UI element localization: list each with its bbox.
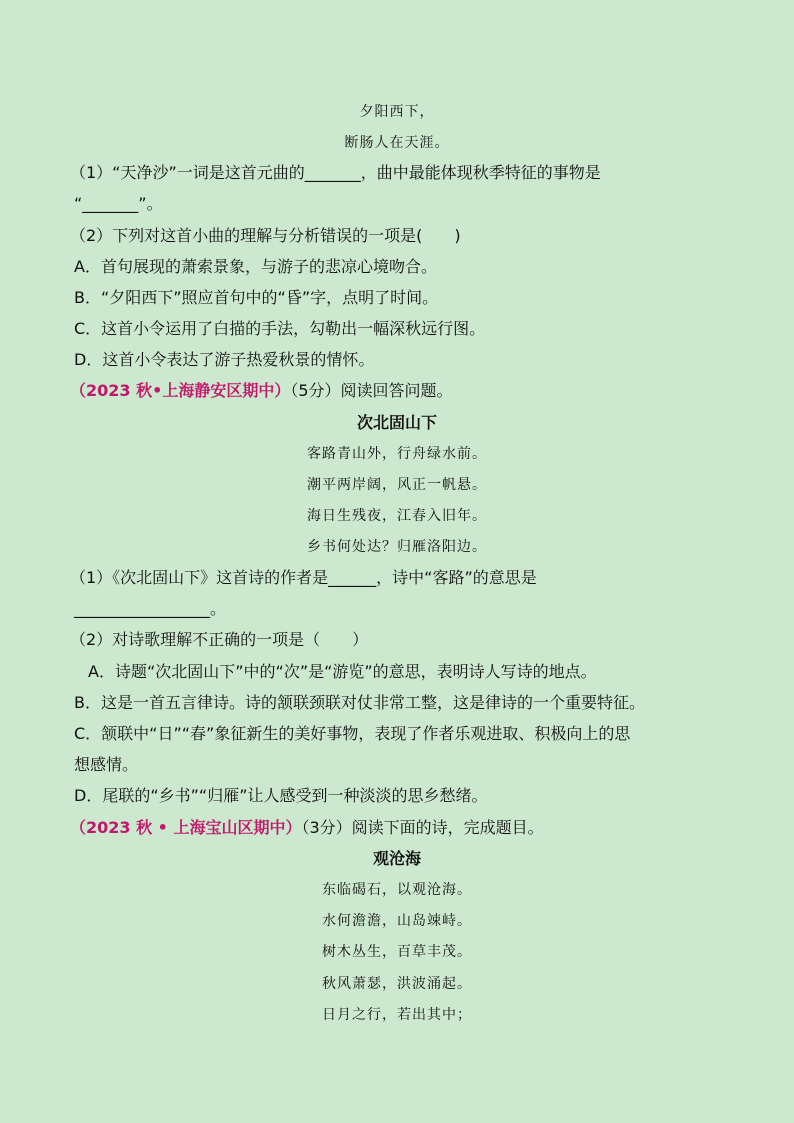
poem-line: 乡书何处达？归雁洛阳边。 [307,539,487,555]
instruction: （5分）阅读回答问题。 [290,381,453,400]
instruction: （3分）阅读下面的诗，完成题目。 [301,818,544,837]
question-stem: （2）对诗歌理解不正确的一项是（ ） [70,630,369,649]
option-d: D．尾联的“乡书”“归雁”让人感受到一种淡淡的思乡愁绪。 [74,786,488,805]
question-text: （1）《次北固山下》这首诗的作者是______，诗中“客路”的意思是 [70,568,537,587]
question-stem: （2）下列对这首小曲的理解与分析错误的一项是( ) [70,226,461,245]
poem-line: 水何澹澹，山岛竦峙。 [322,913,472,929]
source-tag: （2023 秋•上海静安区期中） [70,381,291,400]
poem-title: 观沧海 [372,849,421,868]
option-b: B．这是一首五言律诗。诗的颔联颈联对仗非常工整，这是律诗的一个重要特征。 [74,693,645,712]
poem-line: 海日生残夜，江春入旧年。 [307,508,487,524]
poem-line: 潮平两岸阔，风正一帆悬。 [307,477,487,493]
poem-title: 次北固山下 [356,413,437,432]
option-b: B．“夕阳西下”照应首句中的“昏”字，点明了时间。 [74,288,439,307]
section-header [70,818,544,838]
question-text: （1）“天净沙”一词是这首元曲的_______，曲中最能体现秋季特征的事物是 [70,163,601,182]
poem-line: 夕阳西下， [359,104,435,120]
section-header [70,381,453,401]
option-a: A．诗题“次北固山下”中的“次”是“游览”的意思，表明诗人写诗的地点。 [88,662,597,681]
option-c: C．颔联中“日”“春”象征新生的美好事物，表现了作者乐观进取、积极向上的思 [74,724,631,743]
question-text: “_______”。 [74,194,163,213]
option-d: D．这首小令表达了游子热爱秋景的情怀。 [74,350,375,369]
poem-line: 客路青山外，行舟绿水前。 [307,446,487,462]
poem-line: 日月之行，若出其中； [322,1007,472,1023]
question-text: _________________。 [74,599,227,618]
option-c: C．这首小令运用了白描的手法，勾勒出一幅深秋远行图。 [74,319,486,338]
poem-line: 秋风萧瑟，洪波涌起。 [322,976,472,992]
option-c-continued: 想感情。 [74,755,139,774]
option-a: A．首句展现的萧索景象，与游子的悲凉心境吻合。 [74,257,437,276]
poem-line: 东临碣石，以观沧海。 [322,882,472,898]
poem-line: 树木丛生，百草丰茂。 [322,944,472,960]
poem-line: 断肠人在天涯。 [344,135,450,151]
source-tag: （2023 秋 • 上海宝山区期中） [70,818,302,837]
